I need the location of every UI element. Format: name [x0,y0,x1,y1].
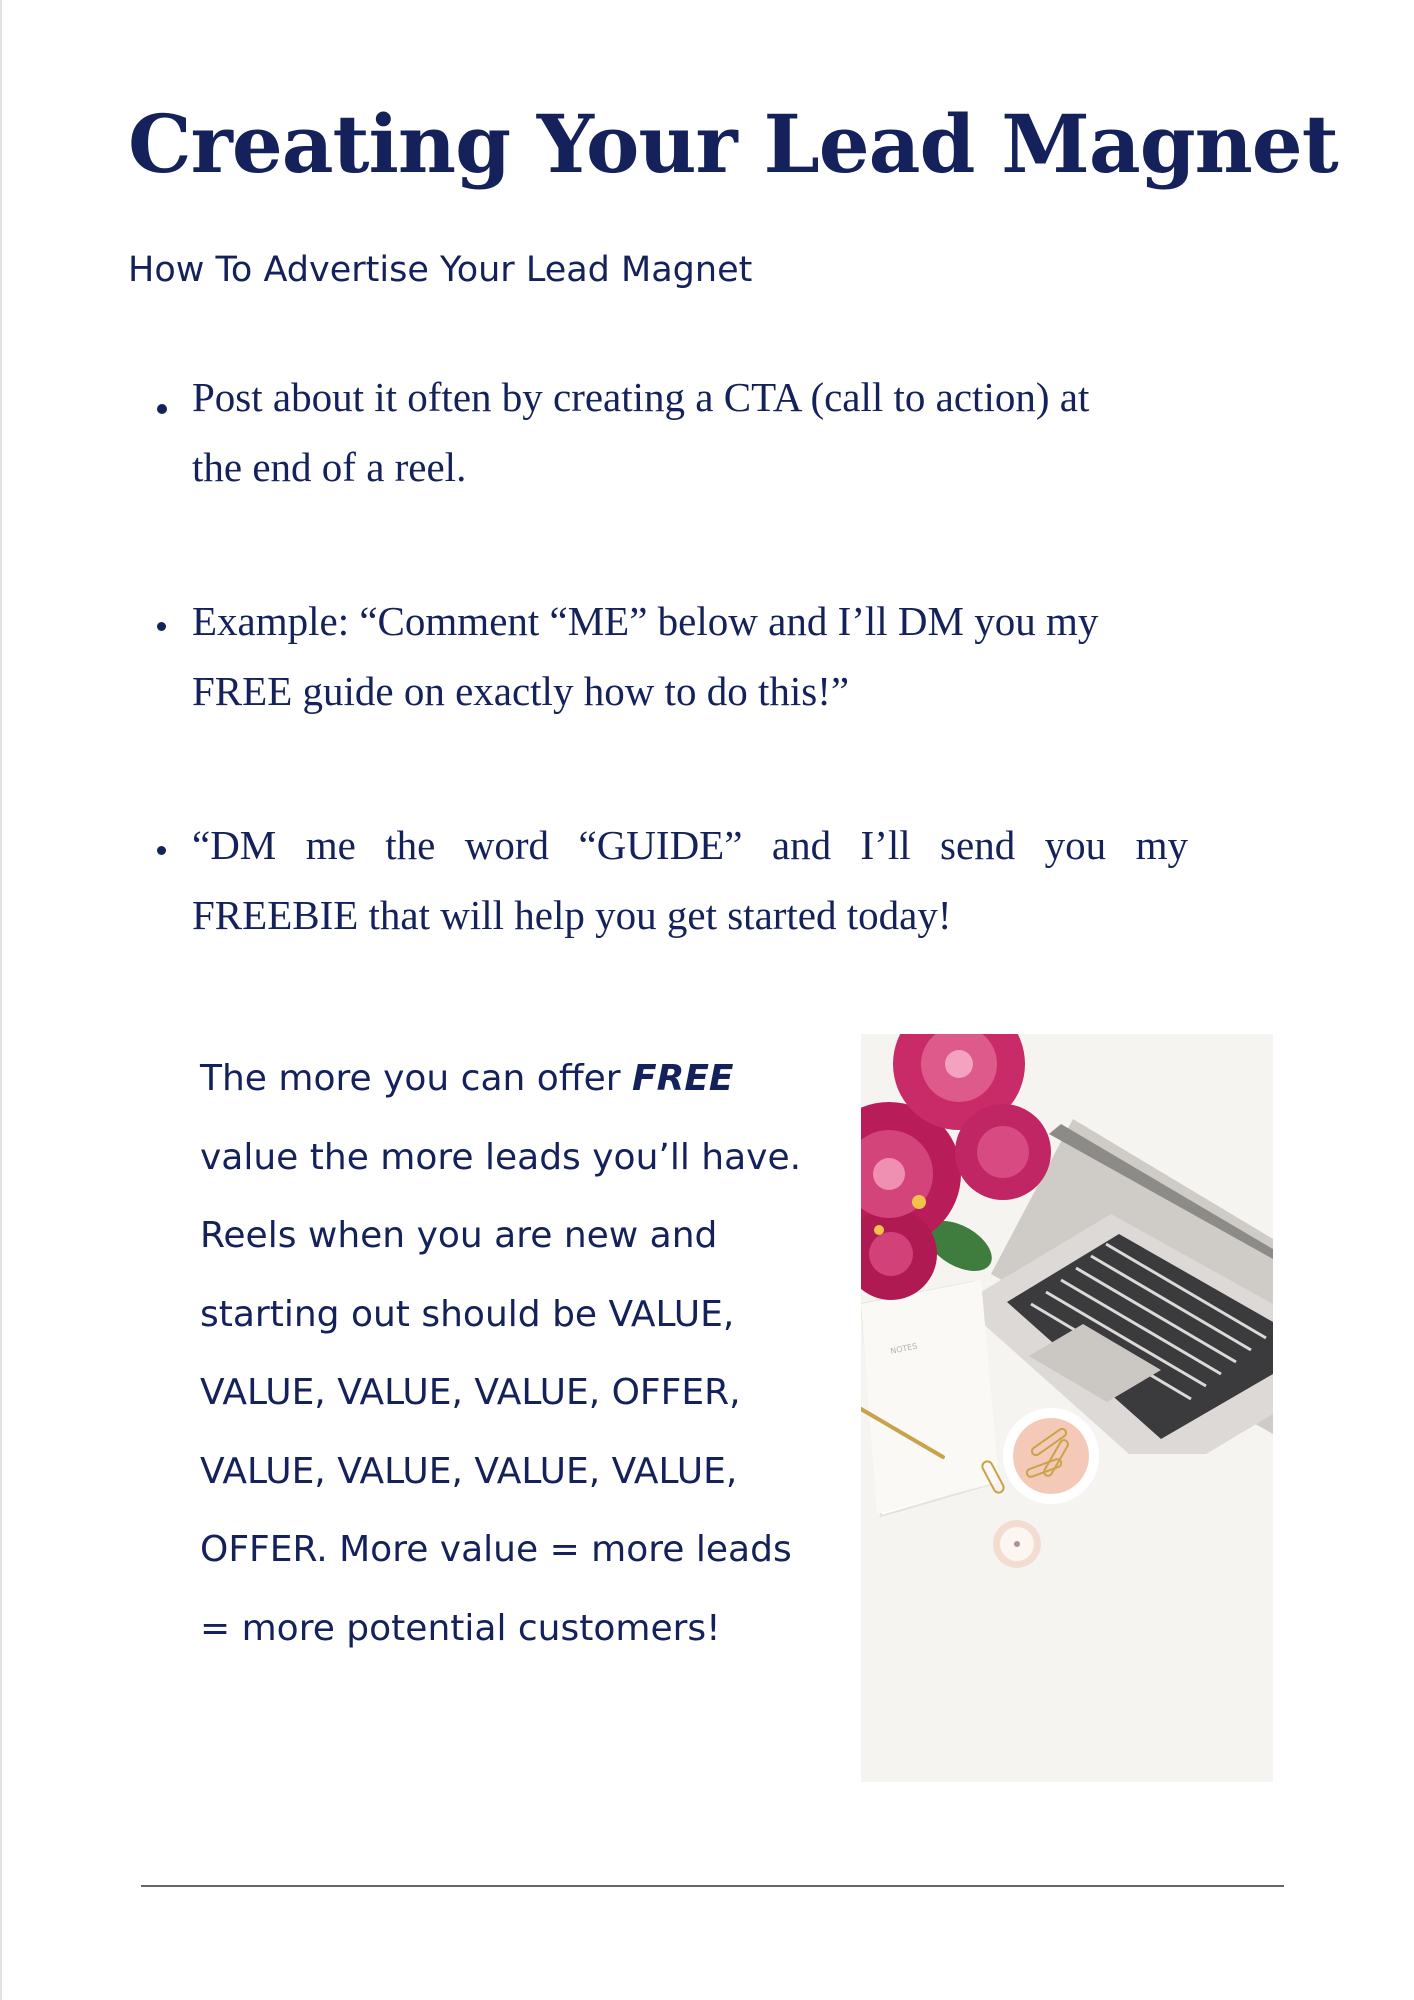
list-item-line: Example: “Comment “ME” below and I’ll DM you my [192,598,1099,644]
tips-list [152,362,1188,1034]
body-emphasis: FREE [632,1058,734,1099]
list-item-line: FREEBIE that will help you get started today! [192,892,952,938]
body-intro: The more you can offer [200,1058,633,1099]
list-item-line: FREE guide on exactly how to do this!” [192,668,850,714]
desk-photo-illustration [861,1034,1273,1782]
page-edge [0,0,2,2000]
footer-divider [141,1885,1284,1887]
list-item-line: the end of a reel. [192,444,467,490]
desk-photo [861,1034,1273,1782]
dish-icon [1003,1408,1099,1504]
list-item [152,362,1188,502]
bullet-icon [157,404,167,414]
notebook-label: NOTES [889,1341,919,1356]
bullet-icon [157,846,166,855]
notebook-icon [861,1280,999,1516]
list-item-line: Post about it often by creating a CTA (call to action) at [192,374,1090,420]
list-item [152,810,1188,950]
body-paragraph [200,1040,820,1668]
list-item [152,586,1188,726]
list-item-line: “DM me the word “GUIDE” and I’ll send you my [192,822,1188,868]
body-rest: value the more leads you’ll have. Reels when you are new and starting out should be VALUE, VALUE, VALUE, VALUE, OFFER, VALUE, VALUE, VALUE, VALUE, OFFER. More value = more leads = more potential customers! [200,1136,802,1649]
page-subtitle: How To Advertise Your Lead Magnet [128,250,753,290]
bullet-icon [157,622,166,631]
page-title: Creating Your Lead Magnet [128,97,1338,191]
candle-icon [993,1520,1041,1568]
